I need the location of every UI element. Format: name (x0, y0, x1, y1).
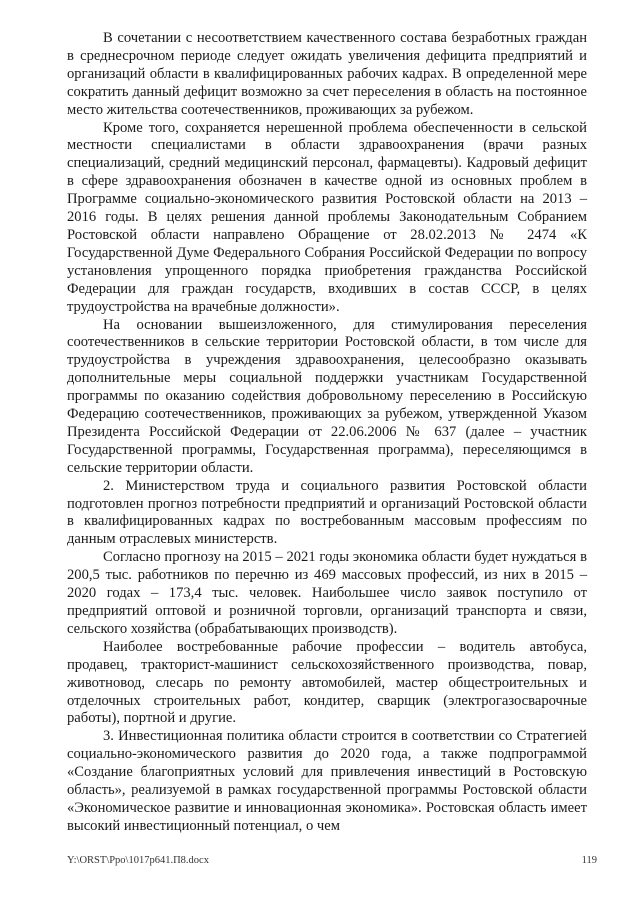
footer-file-path: Y:\ORST\Ppo\1017p641.П8.docx (67, 855, 209, 866)
document-body (67, 30, 587, 836)
footer-page-number: 119 (581, 855, 597, 866)
paragraph-forecast-2015-2021: Согласно прогнозу на 2015 – 2021 годы экономика области будет нуждаться в 200,5 тыс. работников по перечню из 469 массовых профессий, из них в 2015 – 2020 годах – 173,4 тыс. человек. Наибольшее число заявок поступило от предприятий оптовой и розничной торговли, организаций транспорта и связи, сельского хозяйства (обрабатывающих производств). (67, 549, 587, 637)
paragraph-healthcare-staffing: Кроме того, сохраняется нерешенной проблема обеспеченности в сельской местности специалистами в области здравоохранения (врачи разных специализаций, средний медицинский персонал, фармацевты). Кадровый дефицит в сфере здравоохранения обозначен в качестве одной из основных проблем в Программе социально-экономического развития Ростовской области на 2013 – 2016 годы. В целях решения данной проблемы Законодательным Собранием Ростовской области направлено Обращение от 28.02.2013 № 2474 «К Государственной Думе Федерального Собрания Российской Федерации по вопросу установления упрощенного порядка приобретения гражданства Российской Федерации для граждан государств, входивших в состав СССР, в целях трудоустройства на врачебные должности». (67, 119, 587, 315)
paragraph-resettlement-support: На основании вышеизложенного, для стимулирования переселения соотечественников в сельские территории Ростовской области, в том числе для трудоустройства в учреждения здравоохранения, целесообразно оказывать дополнительные меры социальной поддержки участникам Государственной программы по оказанию содействия добровольному переселению в Российскую Федерацию соотечественников, проживающих за рубежом, утвержденной Указом Президента Российской Федерации от 22.06.2006 № 637 (далее – участник Государственной программы, Государственная программа), переселяющимся в сельские территории области. (67, 316, 587, 476)
paragraph-labor-deficit: В сочетании с несоответствием качественного состава безработных граждан в среднесрочном периоде следует ожидать увеличения дефицита предприятий и организаций области в квалифицированных рабочих кадрах. В определенной мере сократить данный дефицит возможно за счет переселения в область на постоянное место жительства соотечественников, проживающих за рубежом. (67, 30, 587, 118)
paragraph-investment-policy: 3. Инвестиционная политика области строится в соответствии со Стратегией социально-экономического развития до 2020 года, а также подпрограммой «Создание благоприятных условий для привлечения инвестиций в Ростовскую область», реализуемой в рамках государственной программы Ростовской области «Экономическое развитие и инновационная экономика». Ростовская область имеет высокий инвестиционный потенциал, о чем (67, 728, 587, 834)
paragraph-ministry-forecast: 2. Министерством труда и социального развития Ростовской области подготовлен прогноз потребности предприятий и организаций Ростовской области в квалифицированных кадрах по востребованным массовым профессиям по данным отраслевых министерств. (67, 477, 587, 548)
paragraph-demanded-professions: Наиболее востребованные рабочие профессии – водитель автобуса, продавец, тракторист-машинист сельскохозяйственного производства, повар, животновод, слесарь по ремонту автомобилей, мастер общестроительных и отделочных строительных работ, кондитер, сварщик (электрогазосварочные работы), портной и другие. (67, 638, 587, 727)
